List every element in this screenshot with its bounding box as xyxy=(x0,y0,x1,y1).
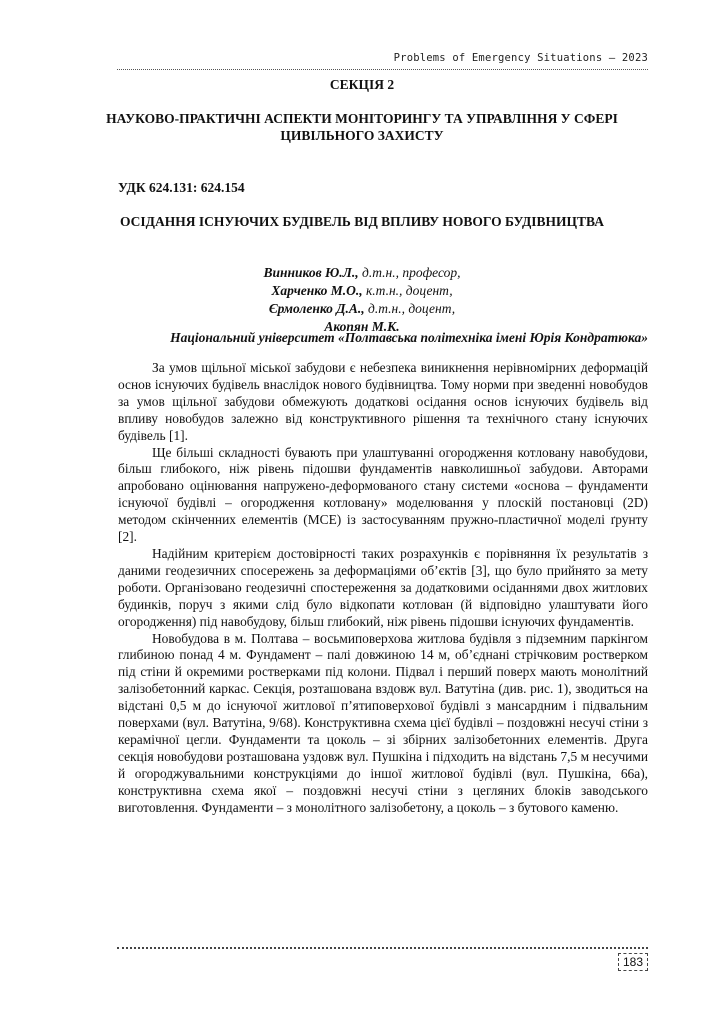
section-subtitle: НАУКОВО-ПРАКТИЧНІ АСПЕКТИ МОНІТОРИНГУ ТА УПРАВЛІННЯ У СФЕРІ ЦИВІЛЬНОГО ЗАХИСТУ xyxy=(106,111,618,143)
author-name: Винников Ю.Л., xyxy=(263,265,359,280)
body-paragraph: Надійним критерієм достовірності таких розрахунків є порівняння їх результатів з даними геодезичних спосережень за деформаціями об’єктів [3], що було прийнято за мету роботи. Організовано геодезичні спостереження за додатковими осіданнями двох житлових будинків, поруч з якими слід було відкопати котлован (й відповідно улаштувати його огородження) під навобудову, більш глибокий, ніж рівень підошви існуючих фундаментів. xyxy=(118,545,648,629)
author-credentials: д.т.н., доцент, xyxy=(368,301,456,316)
author-name: Єрмоленко Д.А., xyxy=(268,301,365,316)
udc-code: УДК 624.131: 624.154 xyxy=(118,180,245,195)
section-title: СЕКЦІЯ 2 xyxy=(329,77,395,92)
footer-divider xyxy=(117,947,648,949)
author-list xyxy=(0,264,724,336)
page-number: 183 xyxy=(618,953,648,971)
body-paragraph: Ще більші складності бувають при улаштуванні огородження котловану навобудови, більш глибокого, ніж рівень підошви фундаментів навколишньої забудови. Авторами апробовано оцінювання напружено-деформованого стану системи «основа – фундаменти існуючої будівлі – огородження котловану» моделювання у плоскій постановці (2D) методом скінченних елементів (МСЕ) із застосуванням пружно-пластичної моделі ґрунту [2]. xyxy=(118,444,648,545)
paper-title: ОСІДАННЯ ІСНУЮЧИХ БУДІВЕЛЬ ВІД ВПЛИВУ НОВОГО БУДІВНИЦТВА xyxy=(120,214,604,229)
body-paragraph: Новобудова в м. Полтава – восьмиповерхова житлова будівля з підземним паркінгом глибиною понад 4 м. Фундамент – палі довжиною 14 м, об’єднані стрічковим ростверком під стіни й окремими ростверками під колони. Підвал і перший поверх мають монолітний залізобетонний каркас. Секція, розташована вздовж вул. Ватутіна (див. рис. 1), зводиться на відстані 0,5 м до існуючої житлової п’ятиповерхової будівлі з мансардним і підвальним поверхами (вул. Ватутіна, 9/68). Конструктивна схема цієї будівлі – поздовжні несучі стіни з керамічної цегли. Фундаменти та цоколь – зі збірних залізобетонних елементів. Друга секція новобудови розташована уздовж вул. Пушкіна і підходить на відстань 7,5 м несучими й огороджувальними конструкціями до іншої житлової будівлі (вул. Пушкіна, 66а), конструктивна схема якої – поздовжні несучі стіни з цегляних блоків заводського виготовлення. Фундаменти – з монолітного залізобетону, а цоколь – з бутового каменю. xyxy=(118,630,648,815)
article-body xyxy=(118,360,648,816)
author-entry xyxy=(0,264,724,282)
author-entry xyxy=(0,300,724,318)
author-credentials: к.т.н., доцент, xyxy=(365,283,453,298)
affiliation: Національний університет «Полтавська політехніка імені Юрія Кондратюка» xyxy=(170,330,648,345)
running-title: Problems of Emergency Situations – 2023 xyxy=(393,52,648,64)
author-entry xyxy=(0,282,724,300)
body-paragraph: За умов щільної міської забудови є небезпека виникнення нерівномірних деформацій основ існуючих будівель внаслідок нового будівництва. Тому норми при зведенні новобудов за умов щільної забудови обмежують додаткові осідання основ існуючих будівель від впливу новобудов залежно від конструктивного рішення та технічного стану існуючих будівель [1]. xyxy=(118,360,648,443)
header-divider xyxy=(117,69,648,70)
author-credentials: д.т.н., професор, xyxy=(362,265,461,280)
author-name: Акопян М.К. xyxy=(324,319,400,334)
author-name: Харченко М.О., xyxy=(271,283,363,298)
